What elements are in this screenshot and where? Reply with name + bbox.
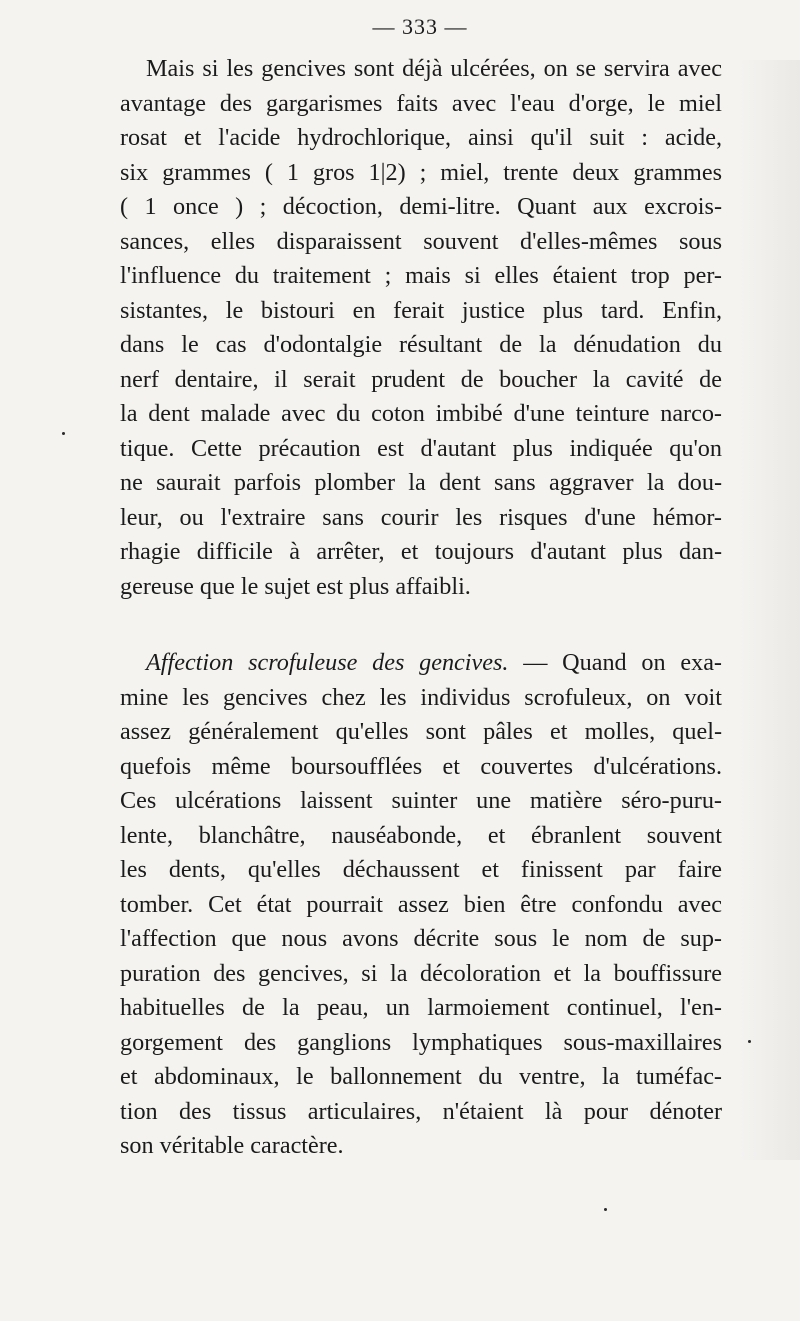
text-line: puration des gencives, si la décoloration et la bouffissure xyxy=(120,959,722,987)
text-line: l'affection que nous avons décrite sous le nom de sup- xyxy=(120,925,722,952)
text-line: sances, elles disparaissent souvent d'elles-mêmes sous xyxy=(120,227,722,255)
text-line: gorgement des ganglions lymphatiques sous-maxillaires xyxy=(120,1028,722,1056)
text-line: tion des tissus articulaires, n'étaient là pour dénoter xyxy=(120,1097,722,1125)
text-line: sistantes, le bistouri en ferait justice plus tard. Enfin, xyxy=(120,296,722,324)
text-line: son véritable caractère. xyxy=(120,1132,344,1159)
print-speck xyxy=(604,1208,607,1211)
text-line: Ces ulcérations laissent suinter une matière séro-puru- xyxy=(120,787,722,814)
text-line: les dents, qu'elles déchaussent et finissent par faire xyxy=(120,856,722,883)
page-edge-shadow xyxy=(740,60,800,1160)
text-line: ne saurait parfois plomber la dent sans aggraver la dou- xyxy=(120,469,722,496)
section-heading: Affection scrofuleuse des gencives. xyxy=(146,649,509,676)
text-line: la dent malade avec du coton imbibé d'une teinture narco- xyxy=(120,400,722,427)
text-line: leur, ou l'extraire sans courir les risques d'une hémor- xyxy=(120,503,722,531)
text-line: quefois même boursoufflées et couvertes d'ulcérations. xyxy=(120,752,722,780)
text-line: tique. Cette précaution est d'autant plus indiquée qu'on xyxy=(120,434,722,462)
text-line: l'influence du traitement ; mais si elles étaient trop per- xyxy=(120,262,722,289)
print-speck xyxy=(748,1040,751,1043)
print-speck xyxy=(62,432,65,435)
text-line: tomber. Cet état pourrait assez bien être confondu avec xyxy=(120,890,722,918)
text-fragment: — Quand on exa- xyxy=(508,649,722,676)
text-line: rhagie difficile à arrêter, et toujours d'autant plus dan- xyxy=(120,538,722,565)
page-number: — 333 — xyxy=(372,14,468,39)
text-line: gereuse que le sujet est plus affaibli. xyxy=(120,572,471,600)
text-line: ( 1 once ) ; décoction, demi-litre. Quant aux excrois- xyxy=(120,193,722,220)
text-line: rosat et l'acide hydrochlorique, ainsi qu'il suit : acide, xyxy=(120,124,722,151)
text-line: dans le cas d'odontalgie résultant de la dénudation du xyxy=(120,331,722,358)
text-line-with-heading xyxy=(120,646,722,681)
paragraph-2 xyxy=(120,646,722,1164)
text-line: avantage des gargarismes faits avec l'eau d'orge, le miel xyxy=(120,89,722,117)
text-line: habituelles de la peau, un larmoiement continuel, l'en- xyxy=(120,994,722,1021)
text-line: six grammes ( 1 gros 1|2) ; miel, trente deux grammes xyxy=(120,158,722,186)
text-line: et abdominaux, le ballonnement du ventre, la tuméfac- xyxy=(120,1063,722,1090)
paragraph-1 xyxy=(120,52,722,604)
text-line: assez généralement qu'elles sont pâles et molles, quel- xyxy=(120,718,722,745)
text-line: lente, blanchâtre, nauséabonde, et ébranlent souvent xyxy=(120,821,722,849)
text-line: Mais si les gencives sont déjà ulcérées, on se servira avec xyxy=(146,55,722,82)
text-line: nerf dentaire, il serait prudent de boucher la cavité de xyxy=(120,365,722,393)
text-line: mine les gencives chez les individus scrofuleux, on voit xyxy=(120,683,722,711)
